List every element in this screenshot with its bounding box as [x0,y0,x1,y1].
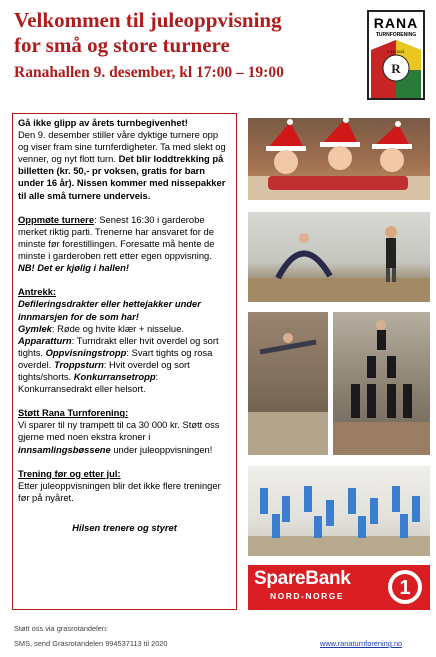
konk-text: : Konkurransedrakt eller helsort. [18,370,159,395]
gymlek-label: Gymlek [18,322,52,334]
meet-note: NB! Det er kjølig i hallen! [18,262,129,274]
intro-bold-text: Det blir loddtrekking på billetten (kr. 50,- pr voksen, gratis for barn under 16 år). Nissen kommer med nissepakker til alle små turnere underveis. [18,153,226,201]
photo-gymnast-jump [248,312,328,455]
sponsor-number-icon [386,568,424,606]
info-box [12,113,237,610]
club-logo [367,10,425,100]
event-subtitle: Ranahallen 9. desember, kl 17:00 – 19:00 [14,64,284,81]
footer-grasrot-heading: Støtt oss via grasrotandelen: [14,624,109,633]
training-paragraph [18,468,231,504]
title-line-1: Velkommen til juleoppvisning [14,8,282,32]
support-text-2: under juleoppvisningen! [110,443,213,455]
support-bold: innsamlingsbøssene [18,443,111,455]
attire-intro: Defileringsdrakter eller hettejakker under innmarsjen for de som har! [18,298,201,322]
intro-lead: Gå ikke glipp av årets turnbegivenhet! [18,117,188,128]
training-heading: Trening før og etter jul: [18,467,121,479]
training-text: Etter juleoppvisningen blir det ikke flere treninger før på nyåret. [18,479,221,503]
logo-letter: R [391,61,401,76]
logo-year: 1.10.1921 [387,49,405,54]
meet-heading: Oppmøte turnere [18,213,95,225]
support-text-1: Vi sparer til ny trampett til ca 30 000 kr. Støtt oss gjerne med noen ekstra kroner i [18,419,220,443]
support-heading: Støtt Rana Turnforening: [18,407,129,419]
photo-group-performance [248,466,430,556]
apparat-text: : Turndrakt eller hvit overdel og sort tights. [18,334,219,358]
konk-label: Konkurransetropp [73,370,156,382]
photo-children-santa-hats [248,118,430,200]
oppvisning-text: : Svart tights og rosa overdel. [18,346,213,370]
sponsor-number: 1 [399,577,411,599]
tropp-label: Troppsturn [53,358,104,370]
title-line-2: for små og store turnere [14,33,230,57]
logo-name: RANA [373,15,419,31]
signoff: Hilsen trenere og styret [72,522,177,533]
meet-text: : Senest 16:30 i garderobe merket riktig parti. Trenerne har ansvaret for de minste før forestillingen. Foresatte må hente de minste i garderoben rett etter egen oppvisning. [18,213,215,262]
intro-text: Den 9. desember stiller våre dyktige turnere opp og viser fram sine turnferdigheter. Ta med slekt og venner, og nyt flott turn. [18,129,226,165]
footer-website-link[interactable]: www.ranaturnforening.no [320,639,403,648]
meet-paragraph [18,214,231,274]
logo-emblem-icon [371,40,421,98]
sponsor-region: NORD-NORGE [270,591,345,601]
oppvisning-label: Oppvisningstropp [45,346,127,358]
tropp-text: : Hvit overdel og sort tights/shorts. [18,358,190,382]
apparat-label: Apparatturn [18,334,72,346]
sponsor-logo [248,565,430,610]
photo-gymnast-bridge [248,212,430,302]
footer-grasrot-sms: SMS, send Grasrotandelen 994537113 til 2020 [14,639,168,648]
gymlek-text: : Røde og hvite klær + nisselue. [51,322,184,334]
support-paragraph [18,407,231,455]
attire-heading: Antrekk: [18,286,57,298]
attire-paragraph [18,286,231,395]
intro-paragraph [18,117,231,202]
photo-gymnast-pyramid [333,312,430,455]
logo-subtitle: TURNFORENING [375,32,417,38]
sponsor-name: SpareBank [254,568,351,589]
